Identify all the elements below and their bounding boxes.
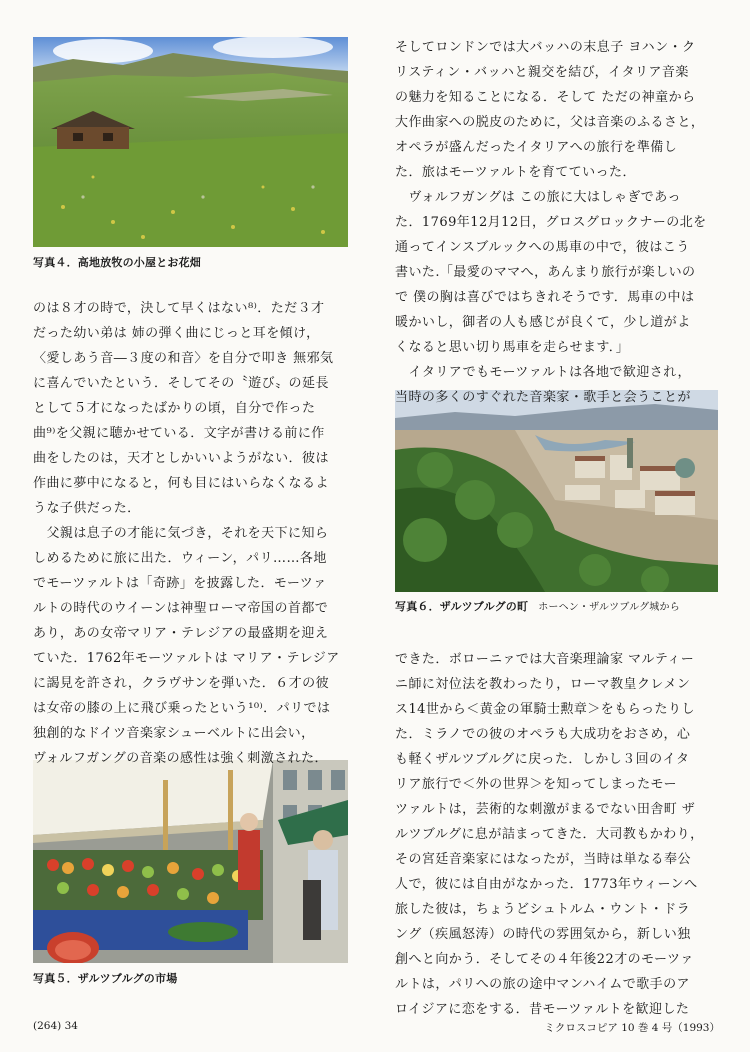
photo6-caption <box>395 598 680 614</box>
text-line: 当時の多くのすぐれた音楽家・歌手と会うことが <box>395 390 691 405</box>
text-line: た．ミラノでの彼のオペラも大成功をおさめ，心 <box>395 727 691 742</box>
text-line: に喜んでいたという．そしてその〝遊び〟の延長 <box>33 376 329 391</box>
right-column-body-bottom <box>395 647 720 1022</box>
text-line: ルトは，パリへの旅の途中マンハイムで歌手のア <box>395 977 690 992</box>
photo6-caption-sub: ホーヘン・ザルツブルグ城から <box>538 602 680 613</box>
text-line: リア旅行で＜外の世界＞を知ってしまったモー <box>395 777 677 792</box>
text-line: 〈愛しあう音―３度の和音〉を自分で叩き 無邪気 <box>33 351 334 366</box>
text-line: た．1769年12月12日，グロスグロックナーの北を <box>395 215 707 230</box>
text-line: ツァルトは，芸術的な刺激がまるでない田舎町 ザ <box>395 802 696 817</box>
text-line: ていた．1762年モーツァルトは マリア・テレジア <box>33 651 340 666</box>
text-line: 人で，彼には自由がなかった．1773年ウィーンへ <box>395 877 698 892</box>
text-line: のは８才の時で，決して早くはない⁸⁾．ただ３才 <box>33 301 325 316</box>
text-line: ヴォルフガングは この旅に大はしゃぎであっ <box>395 190 681 205</box>
text-line: 通ってインスブルックへの馬車の中で，彼はこう <box>395 240 690 255</box>
text-line: 創へと向かう．そしてその４年後22才のモーツァ <box>395 952 694 967</box>
text-line: ニ師に対位法を教わったり，ローマ教皇クレメン <box>395 677 691 692</box>
text-line: くなると思い切り馬車を走らせます．」 <box>395 340 630 355</box>
text-line: 独創的なドイツ音楽家シューベルトに出会い， <box>33 726 315 741</box>
text-line: うな子供だった． <box>33 501 141 516</box>
text-line: で 僕の胸は喜びではちきれそうです．馬車の中は <box>395 290 695 305</box>
text-line: ルツブルグに息が詰まってきた．大司教もかわり， <box>395 827 704 842</box>
text-line: 旅した彼は，ちょうどシュトルム・ウント・ドラ <box>395 902 691 917</box>
right-column-body-top <box>395 35 720 410</box>
text-line: として５才になったばかりの頃，自分で作った <box>33 401 316 416</box>
text-line: の魅力を知ることになる．そして ただの神童から <box>395 90 696 105</box>
photo-alpine-meadow <box>33 37 348 247</box>
page-number: (264) 34 <box>33 1020 78 1032</box>
text-line: は女帝の膝の上に飛び乗ったという¹⁰⁾．パリでは <box>33 701 331 716</box>
text-line: 作曲に夢中になると，何も目にはいらなくなるよ <box>33 476 329 491</box>
photo6-caption-main: 写真６．ザルツブルグの町 <box>395 600 529 613</box>
text-line: イタリアでもモーツァルトは各地で歓迎され， <box>395 365 691 380</box>
text-line: 曲をしたのは，天才としかいいようがない．彼は <box>33 451 329 466</box>
text-line: でモーツァルトは「奇跡」を披露した．モーツァ <box>33 576 327 591</box>
journal-citation: ミクロスコピア 10 巻 4 号（1993） <box>544 1022 720 1034</box>
text-line: も軽くザルツブルグに戻った．しかし３回のイタ <box>395 752 690 767</box>
photo-salzburg-market <box>33 760 348 963</box>
photo5-caption: 写真５．ザルツブルグの市場 <box>33 972 178 985</box>
text-line: た．旅はモーツァルトを育てていった． <box>395 165 636 180</box>
text-line: 書いた.「最愛のママへ，あんまり旅行が楽しいの <box>395 265 696 280</box>
photo-salzburg-town <box>395 390 718 592</box>
text-line: に謁見を許され，クラヴサンを弾いた．６才の彼 <box>33 676 330 691</box>
text-line: しめるために旅に出た．ウィーン，パリ……各地 <box>33 551 327 566</box>
text-line: ロイジアに恋をする．昔モーツァルトを歓迎した <box>395 1002 690 1017</box>
text-line: 曲⁹⁾を父親に聴かせている．文字が書ける前に作 <box>33 426 325 441</box>
text-line: そしてロンドンでは大バッハの末息子 ヨハン・ク <box>395 40 696 55</box>
text-line: オペラが盛んだったイタリアへの旅行を準備し <box>395 140 678 155</box>
text-line: ング（疾風怒涛）の時代の雰囲気から，新しい独 <box>395 927 691 942</box>
text-line: 大作曲家への脱皮のために，父は音楽のふるさと， <box>395 115 705 130</box>
text-line: 父親は息子の才能に気づき，それを天下に知ら <box>33 526 329 541</box>
text-line: あり，あの女帝マリア・テレジアの最盛期を迎え <box>33 626 329 641</box>
text-line: リスティン・バッハと親交を結び，イタリア音楽 <box>395 65 689 80</box>
photo4-caption: 写真４．高地放牧の小屋とお花畑 <box>33 256 201 269</box>
text-line: だった幼い弟は 姉の弾く曲にじっと耳を傾け， <box>33 326 320 341</box>
text-line: ス14世から＜黄金の軍騎士勲章＞をもらったりし <box>395 702 695 717</box>
left-column-body <box>33 296 353 771</box>
text-line: できた．ボローニァでは大音楽理論家 マルティー <box>395 652 695 667</box>
text-line: ヴォルフガングの音楽の感性は強く刺激された． <box>33 751 328 766</box>
text-line: その宮廷音楽家にはなったが，当時は単なる奉公 <box>395 852 691 867</box>
text-line: ルトの時代のウイーンは神聖ローマ帝国の首都で <box>33 601 329 616</box>
text-line: 暖かいし，御者の人も感じが良くて，少し道がよ <box>395 315 691 330</box>
